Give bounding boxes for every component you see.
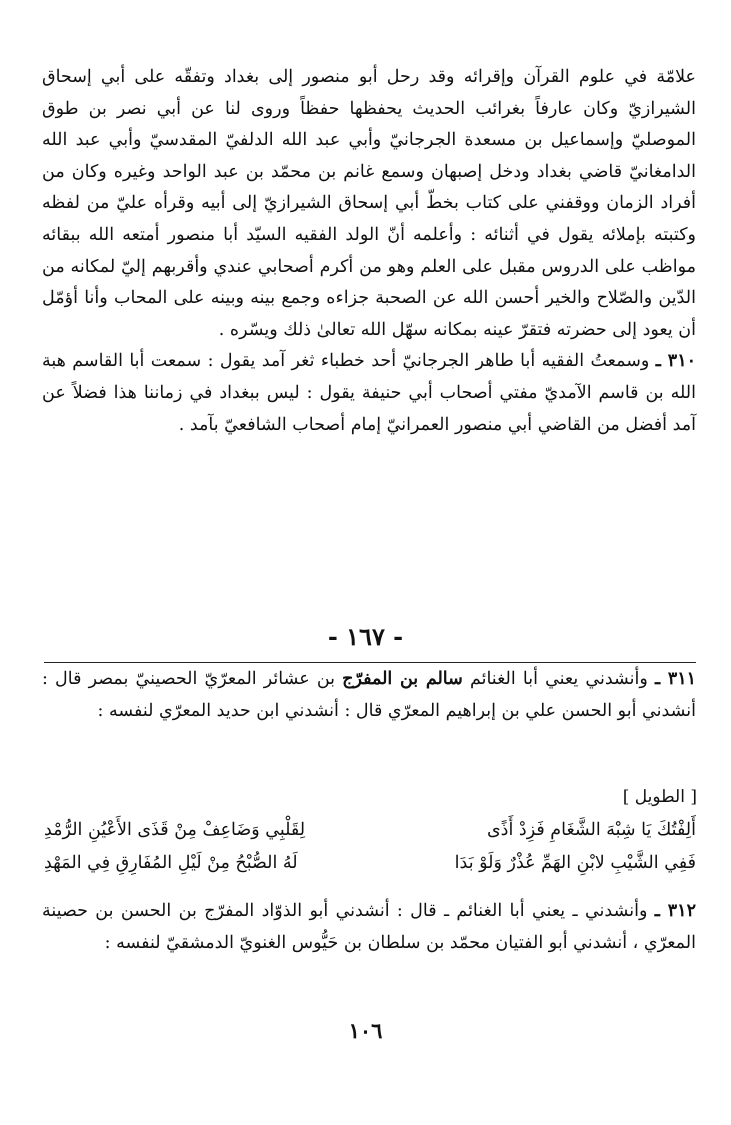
text-line: الدمشقيّ لنفسه :	[104, 932, 234, 953]
verse-first-hemistich: أَلِفْتُكَ يَا شِبْهَ الشَّغَامِ فَزِدْ أَذًى	[486, 820, 696, 840]
text-line: أصحاب الشافعيّ بآمد .	[178, 414, 346, 435]
entry-number: ٣١٢ ـ	[654, 901, 696, 921]
text-line: الشيرازيّ وكان عارفاً بغرائب الحديث يحفظها حفظاً وروى لنا عن أبي نصر بن طوق	[42, 98, 696, 119]
text-span: وأنشدني يعني أبا الغنائم	[462, 669, 648, 689]
verse-first-hemistich: فَفِي الشَّيْبِ لابْنِ الهَمِّ عُذْرٌ وَلَوْ بَدَا	[454, 853, 696, 873]
bold-name: سالم بن المفرّج	[342, 669, 463, 689]
text-line: إلى أبيه وقرأه عليّ من لفظه وكتبته بإملائه يقول في أثنائه : وأعلمه أنّ الولد الفقيه	[42, 193, 696, 245]
verse-second-hemistich: لَهُ الصُّبْحُ مِنْ لَيْلِ المُفَارِقِ فِي المَهْدِ	[44, 853, 298, 873]
folio-number: ١٠٦	[348, 1018, 383, 1043]
text-line: عبد الواحد وغيره وكان من أفراد الزمان ووقفني على كتاب بخطّ أبي إسحاق الشيرازيّ	[42, 161, 696, 214]
entry-311	[42, 664, 696, 727]
text-line: وأبي عبد الله الدامغانيّ قاضي بغداد ودخل إصبهان وسمع غانم بن محمّد بن	[42, 130, 696, 182]
text-line: علامّة في علوم القرآن وإقرائه وقد رحل أبو منصور إلى بغداد وتفقّه على أبي إسحاق	[42, 67, 696, 87]
verse-second-hemistich: لِقَلْبِي وَضَاعِفْ مِنْ قَذَى الأَعْيُنِ الرُّمْدِ	[44, 820, 306, 840]
text-line: بمكانه سهّل الله تعالىٰ ذلك ويسّره .	[218, 319, 478, 340]
text-line: الحسن بن حصينة المعرّي ، أنشدني أبو الفتيان محمّد بن سلطان بن حَيُّوس الغنويّ	[42, 901, 696, 953]
paragraph-continuation	[42, 62, 696, 346]
entry-number: ٣١١ ـ	[655, 669, 697, 689]
main-text-block	[42, 62, 696, 441]
text-line: سمعت أبا القاسم هبة الله بن قاسم الآمديّ مفتي أصحاب أبي حنيفة يقول : ليس	[42, 351, 696, 403]
text-line: أصحابي عندي وأقربهم إليّ لمكانه من الدّين والصّلاح والخير أحسن الله عن	[42, 256, 696, 309]
text-line: وسمعتُ الفقيه أبا طاهر الجرجانيّ أحد خطباء ثغر آمد يقول :	[207, 351, 650, 372]
text-line: الموصليّ وإسماعيل بن مسعدة الجرجانيّ وأبي عبد الله الدلفيّ المقدسيّ	[149, 130, 696, 151]
entry-312	[42, 896, 696, 959]
section-page-number: - ١٦٧ -	[327, 622, 404, 651]
text-line: وأنشدني ـ يعني أبا الغنائم ـ قال : أنشدني أبو الذوّاد المفرّج بن	[178, 901, 648, 921]
text-line: الصحبة جزاءه وجمع بينه وبينه على المحاب وأنا أؤمّل أن يعود إلى حضرته فتقرّ عينه	[42, 288, 696, 340]
text-line: الحصينيّ بمصر قال : أنشدني أبو الحسن علي بن إبراهيم المعرّي قال : أنشدني	[42, 669, 696, 721]
entry-310	[42, 346, 696, 441]
text-span: بن عشائر المعرّيّ	[204, 669, 343, 689]
text-line: ابن حديد المعرّي لنفسه :	[97, 700, 280, 721]
poem-meter: [ الطويل ]	[622, 787, 697, 807]
divider-rule	[44, 662, 696, 663]
text-line: السيّد أبا منصور أمتعه الله ببقائه مواظب على الدروس مقبل على العلم وهو من أكرم	[42, 224, 696, 277]
entry-number: ٣١٠ ـ	[655, 351, 696, 372]
text-line: ببغداد في زماننا هذا فضلاً عن آمد أفضل من القاضي أبي منصور العمرانيّ إمام	[42, 382, 696, 435]
